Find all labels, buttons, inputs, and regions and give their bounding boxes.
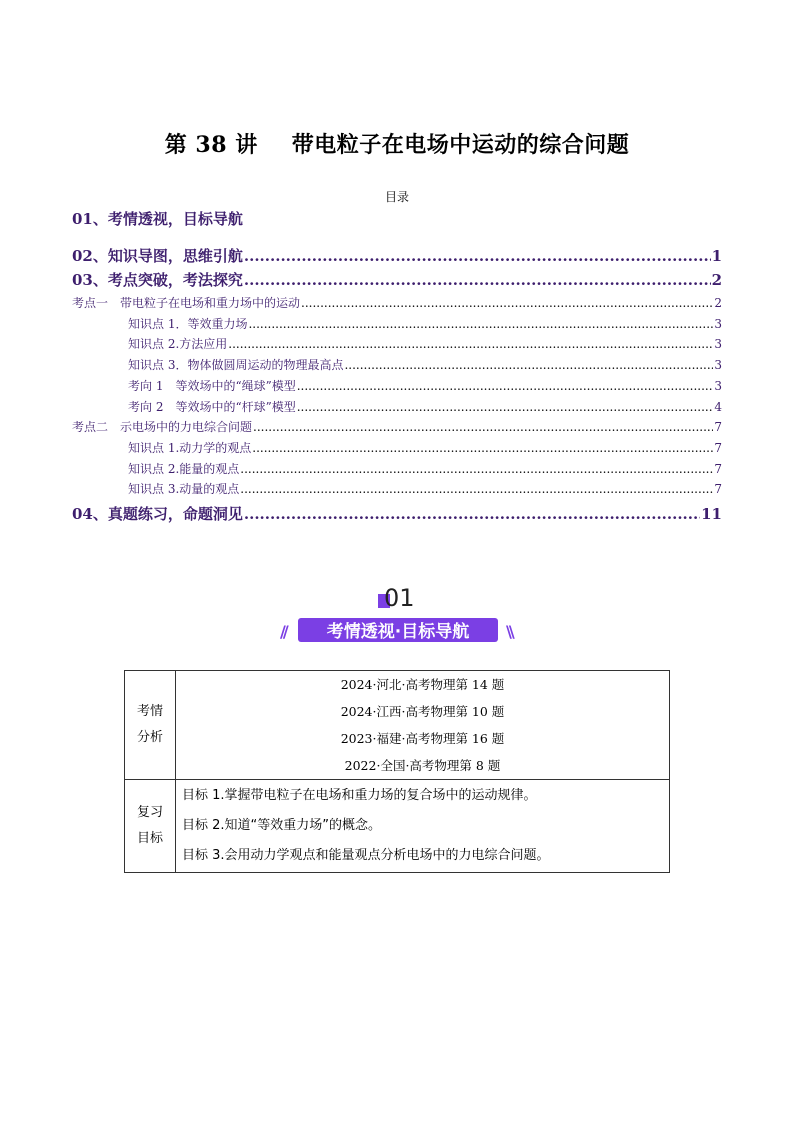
toc-entry-page: 7 [714, 462, 722, 476]
exam-list [176, 671, 670, 780]
list-item: 目标 1.掌握带电粒子在电场和重力场的复合场中的运动规律。 [182, 788, 537, 803]
lecture-number: 第 38 讲 [164, 132, 258, 158]
analysis-label: 考情 分析 [125, 671, 176, 780]
toc-entry[interactable] [72, 315, 722, 332]
page-title [0, 128, 794, 159]
toc-entry-page: 7 [714, 420, 722, 434]
exam-goals-table [124, 670, 670, 873]
list-item: 目标 2.知道“等效重力场”的概念。 [182, 818, 382, 833]
list-item: 目标 3.会用动力学观点和能量观点分析电场中的力电综合问题。 [182, 848, 550, 863]
toc-entry-page: 4 [714, 400, 722, 414]
toc-entry[interactable] [72, 208, 722, 229]
toc-entry-label: 考向 2 等效场中的“杆球”模型 [128, 400, 296, 414]
toc-entry-page: 3 [714, 379, 722, 393]
backslash-decoration-icon: \\ [506, 622, 512, 641]
toc-entry-label: 知识点 1.动力学的观点 [128, 441, 252, 455]
toc-entry-page: 2 [714, 296, 722, 310]
toc-entry-label: 考点二 示电场中的力电综合问题 [72, 420, 253, 434]
section-number: 01 [384, 584, 415, 612]
toc-heading: 目录 [384, 190, 409, 204]
list-item: 2024·河北·高考物理第 14 题 [340, 677, 505, 692]
table-row [125, 780, 670, 873]
toc-entry[interactable] [72, 503, 722, 524]
list-item: 2022·全国·高考物理第 8 题 [344, 758, 501, 773]
toc-entry-label: 知识点 2.方法应用 [128, 337, 228, 351]
toc-entry-label: 知识点 1．等效重力场 [128, 317, 248, 331]
toc-entry-label: 知识点 3.动量的观点 [128, 482, 240, 496]
section-heading: 考情透视·目标导航 [326, 622, 470, 642]
slash-decoration-icon: // [280, 622, 286, 641]
toc-entry-page: 3 [714, 337, 722, 351]
toc-entry-page: 3 [714, 317, 722, 331]
toc-entry-label: 04、真题练习，命题洞见 [72, 505, 243, 523]
toc-entry[interactable] [72, 439, 722, 456]
toc-entry-label: 03、考点突破，考法探究 [72, 271, 243, 289]
table-row [125, 671, 670, 780]
toc-entry[interactable] [72, 356, 722, 373]
lecture-topic: 带电粒子在电场中运动的综合问题 [291, 132, 630, 158]
toc-entry-label: 考向 1 等效场中的“绳球”模型 [128, 379, 296, 393]
toc-entry-page: 2 [711, 271, 722, 289]
toc-entry-page: 3 [714, 358, 722, 372]
toc-entry-label: 02、知识导图，思维引航 [72, 247, 243, 265]
toc-entry[interactable] [72, 460, 722, 477]
toc-entry-page: 11 [701, 505, 722, 523]
list-item: 2024·江西·高考物理第 10 题 [340, 704, 505, 719]
goal-list [176, 780, 670, 873]
toc-entry-label: 知识点 2.能量的观点 [128, 462, 240, 476]
toc-entry-label: 考点一 带电粒子在电场和重力场中的运动 [72, 296, 301, 310]
toc-entry[interactable] [72, 294, 722, 311]
toc-entry-page: 7 [714, 482, 722, 496]
goals-label: 复习 目标 [125, 780, 176, 873]
toc-entry[interactable] [72, 418, 722, 435]
toc-entry-label: 01、考情透视，目标导航 [72, 210, 243, 228]
toc-entry[interactable] [72, 335, 722, 352]
toc-entry[interactable] [72, 377, 722, 394]
toc-entry[interactable] [72, 480, 722, 497]
section-banner [280, 580, 520, 646]
toc-entry[interactable] [72, 269, 722, 290]
toc-entry[interactable] [72, 398, 722, 415]
toc-entry[interactable] [72, 245, 722, 266]
toc-entry-label: 知识点 3．物体做圆周运动的物理最高点 [128, 358, 344, 372]
toc-entry-page: 1 [711, 247, 722, 265]
list-item: 2023·福建·高考物理第 16 题 [340, 731, 505, 746]
toc-entry-page: 7 [714, 441, 722, 455]
